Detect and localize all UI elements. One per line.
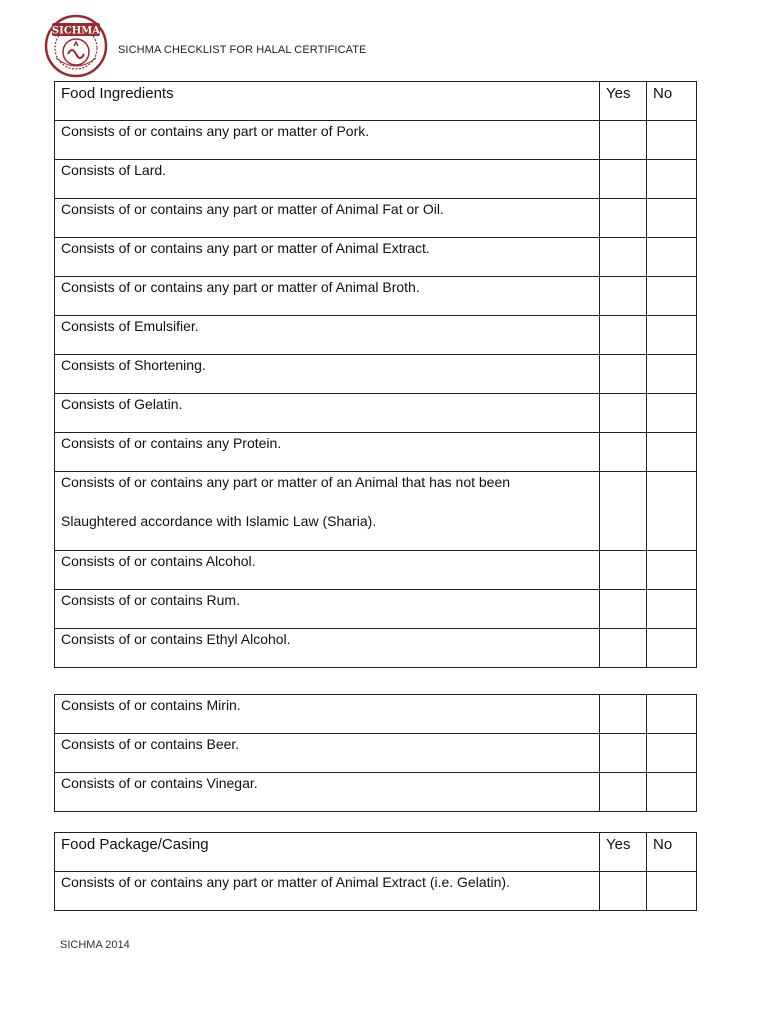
- yes-checkbox-cell[interactable]: [600, 433, 647, 472]
- section-heading: Food Package/Casing: [55, 833, 600, 872]
- no-column-header: No: [647, 82, 697, 121]
- question-text: Consists of Shortening.: [55, 355, 600, 394]
- table-row: [55, 394, 697, 433]
- question-text: Consists of or contains any part or matter of Animal Extract (i.e. Gelatin).: [55, 872, 600, 911]
- question-text: Consists of or contains Alcohol.: [55, 551, 600, 590]
- no-checkbox-cell[interactable]: [647, 199, 697, 238]
- question-text: Consists of or contains any Protein.: [55, 433, 600, 472]
- no-checkbox-cell[interactable]: [647, 472, 697, 551]
- table-row: [55, 238, 697, 277]
- table-row: [55, 160, 697, 199]
- no-column-header: No: [647, 833, 697, 872]
- table-row: [55, 590, 697, 629]
- sichma-halal-seal-icon: [44, 14, 108, 78]
- table-row: [55, 433, 697, 472]
- question-text: Consists of or contains Rum.: [55, 590, 600, 629]
- table-row: [55, 734, 697, 773]
- yes-checkbox-cell[interactable]: [600, 277, 647, 316]
- no-checkbox-cell[interactable]: [647, 551, 697, 590]
- table-row: [55, 872, 697, 911]
- no-checkbox-cell[interactable]: [647, 629, 697, 668]
- no-checkbox-cell[interactable]: [647, 238, 697, 277]
- table-header-row: [55, 833, 697, 872]
- table-row: [55, 695, 697, 734]
- question-text: Consists of or contains Vinegar.: [55, 773, 600, 812]
- yes-column-header: Yes: [600, 82, 647, 121]
- table-row: [55, 277, 697, 316]
- question-text: Consists of Lard.: [55, 160, 600, 199]
- question-text: Consists of Gelatin.: [55, 394, 600, 433]
- yes-checkbox-cell[interactable]: [600, 121, 647, 160]
- yes-checkbox-cell[interactable]: [600, 394, 647, 433]
- question-text: Consists of or contains any part or matter of Pork.: [55, 121, 600, 160]
- yes-checkbox-cell[interactable]: [600, 160, 647, 199]
- yes-checkbox-cell[interactable]: [600, 316, 647, 355]
- question-text: Consists of or contains Ethyl Alcohol.: [55, 629, 600, 668]
- question-text: Consists of or contains any part or matter of Animal Fat or Oil.: [55, 199, 600, 238]
- svg-text:SICHMA: SICHMA: [51, 25, 101, 37]
- yes-checkbox-cell[interactable]: [600, 734, 647, 773]
- no-checkbox-cell[interactable]: [647, 394, 697, 433]
- table-row: [55, 316, 697, 355]
- yes-checkbox-cell[interactable]: [600, 590, 647, 629]
- no-checkbox-cell[interactable]: [647, 355, 697, 394]
- question-text-line: Slaughtered accordance with Islamic Law (Sharia).: [61, 513, 377, 529]
- question-text: Consists of Emulsifier.: [55, 316, 600, 355]
- no-checkbox-cell[interactable]: [647, 160, 697, 199]
- question-text: Consists of or contains any part or matter of Animal Extract.: [55, 238, 600, 277]
- question-text: Consists of or contains Beer.: [55, 734, 600, 773]
- yes-checkbox-cell[interactable]: [600, 551, 647, 590]
- yes-checkbox-cell[interactable]: [600, 695, 647, 734]
- yes-checkbox-cell[interactable]: [600, 472, 647, 551]
- yes-checkbox-cell[interactable]: [600, 629, 647, 668]
- table-header-row: [55, 82, 697, 121]
- question-text: [55, 472, 600, 551]
- table-row: [55, 355, 697, 394]
- food-package-casing-table: [54, 832, 697, 911]
- table-row: [55, 121, 697, 160]
- table-row: [55, 629, 697, 668]
- document-title: SICHMA CHECKLIST FOR HALAL CERTIFICATE: [118, 44, 367, 56]
- no-checkbox-cell[interactable]: [647, 121, 697, 160]
- no-checkbox-cell[interactable]: [647, 773, 697, 812]
- yes-checkbox-cell[interactable]: [600, 773, 647, 812]
- section-heading: Food Ingredients: [55, 82, 600, 121]
- question-text: Consists of or contains any part or matter of Animal Broth.: [55, 277, 600, 316]
- no-checkbox-cell[interactable]: [647, 316, 697, 355]
- document-footer: SICHMA 2014: [60, 939, 130, 951]
- question-text: Consists of or contains Mirin.: [55, 695, 600, 734]
- table-row: [55, 773, 697, 812]
- food-ingredients-table: [54, 81, 697, 668]
- document-header: [44, 14, 724, 78]
- table-row: [55, 199, 697, 238]
- yes-checkbox-cell[interactable]: [600, 355, 647, 394]
- table-row: [55, 472, 697, 551]
- food-ingredients-continued-table: [54, 694, 697, 812]
- no-checkbox-cell[interactable]: [647, 433, 697, 472]
- yes-checkbox-cell[interactable]: [600, 238, 647, 277]
- no-checkbox-cell[interactable]: [647, 277, 697, 316]
- no-checkbox-cell[interactable]: [647, 695, 697, 734]
- yes-column-header: Yes: [600, 833, 647, 872]
- question-text-line: Consists of or contains any part or matter of an Animal that has not been: [61, 474, 511, 490]
- no-checkbox-cell[interactable]: [647, 872, 697, 911]
- yes-checkbox-cell[interactable]: [600, 199, 647, 238]
- no-checkbox-cell[interactable]: [647, 590, 697, 629]
- yes-checkbox-cell[interactable]: [600, 872, 647, 911]
- no-checkbox-cell[interactable]: [647, 734, 697, 773]
- table-row: [55, 551, 697, 590]
